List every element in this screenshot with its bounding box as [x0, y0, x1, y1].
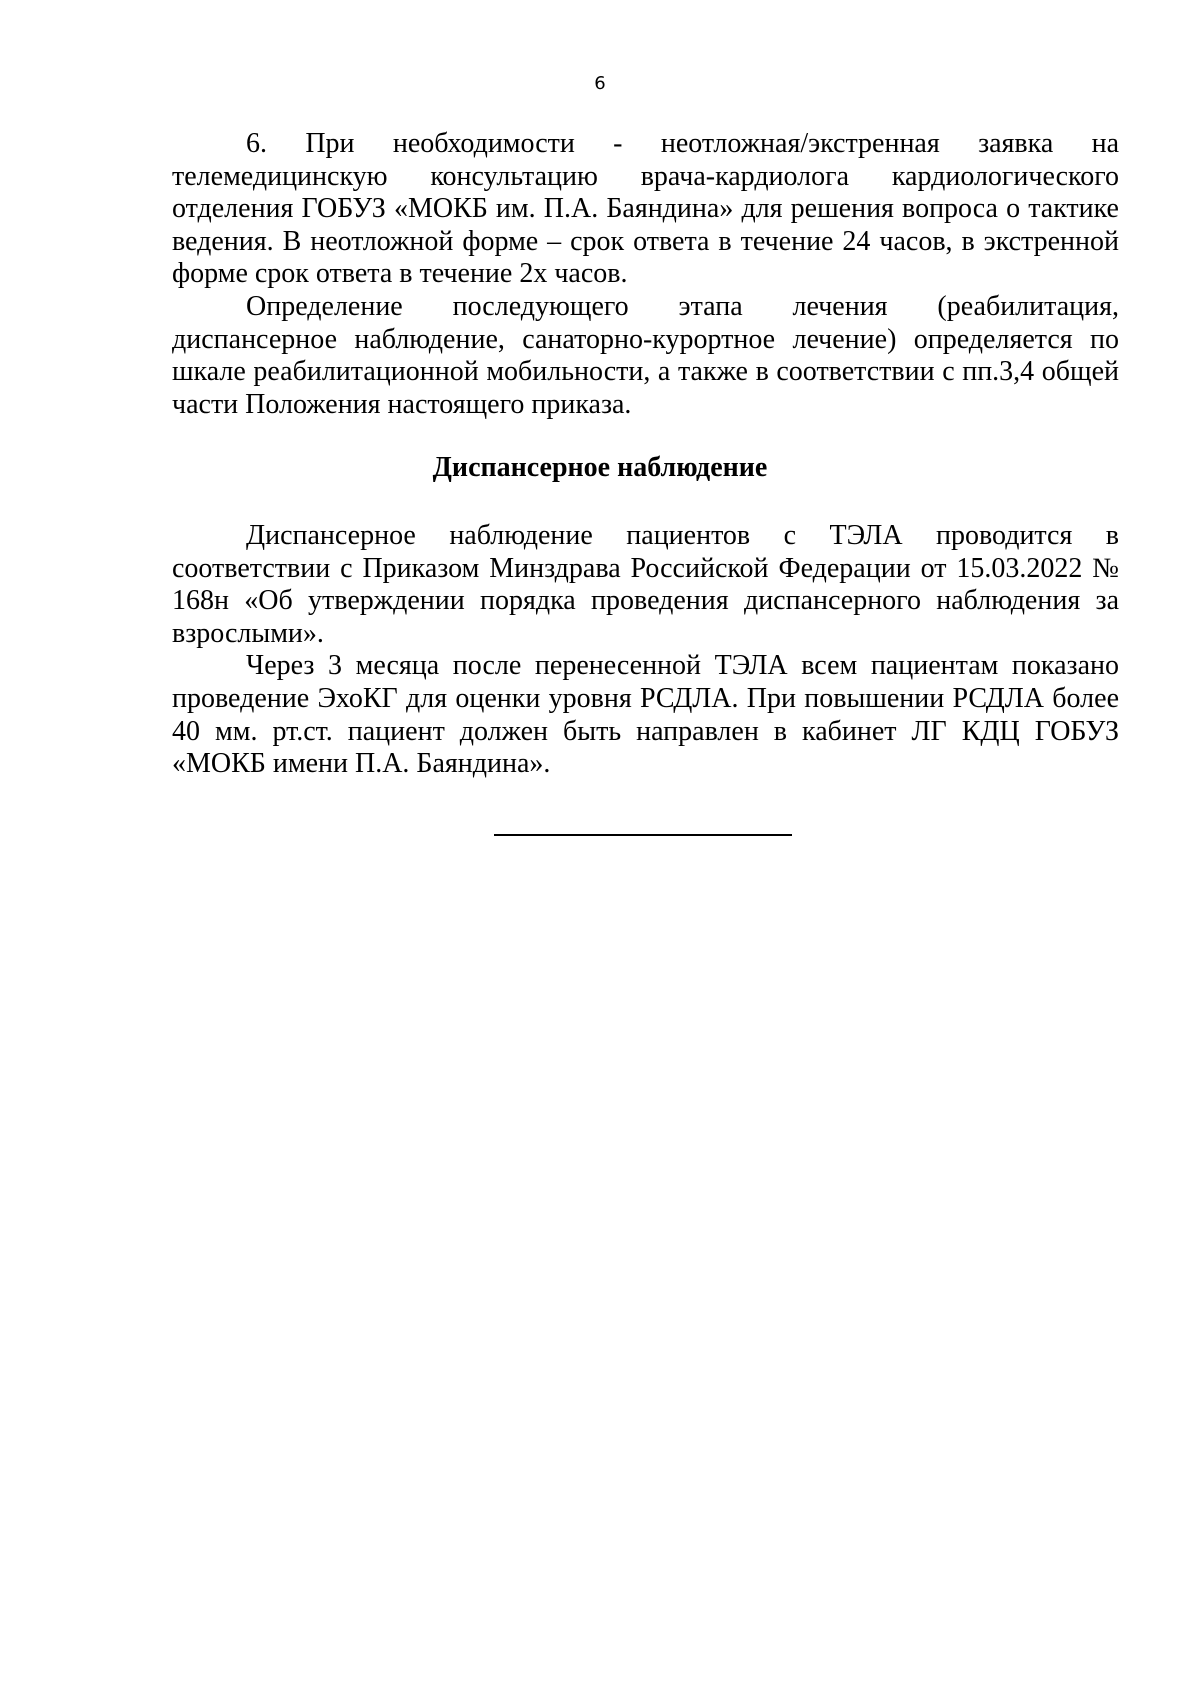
paragraph-telemedicine-request: 6. При необходимости - неотложная/экстренная заявка на телемедицинскую консультацию врача-кардиолога кардиологического отделения ГОБУЗ «МОКБ им. П.А. Баяндина» для решения вопроса о тактике ведения. В неотложной форме – срок ответа в течение 24 часов, в экстренной форме срок ответа в течение 2х часов.	[172, 128, 1119, 290]
end-of-document-rule	[494, 834, 792, 836]
top-section	[172, 128, 1119, 421]
paragraph-next-treatment-stage: Определение последующего этапа лечения (реабилитация, диспансерное наблюдение, санаторно-курортное лечение) определяется по шкале реабилитационной мобильности, а также в соответствии с пп.3,4 общей части Положения настоящего приказа.	[172, 290, 1119, 420]
paragraph-dispensary-order: Диспансерное наблюдение пациентов с ТЭЛА проводится в соответствии с Приказом Минздрава Российской Федерации от 15.03.2022 № 168н «Об утверждении порядка проведения диспансерного наблюдения за взрослыми».	[172, 520, 1119, 649]
page-number: 6	[594, 73, 606, 94]
dispensary-section	[172, 520, 1119, 781]
section-heading-dispensary: Диспансерное наблюдение	[432, 452, 768, 483]
paragraph-echocg-followup: Через 3 месяца после перенесенной ТЭЛА всем пациентам показано проведение ЭхоКГ для оценки уровня РСДЛА. При повышении РСДЛА более 40 мм. рт.ст. пациент должен быть направлен в кабинет ЛГ КДЦ ГОБУЗ «МОКБ имени П.А. Баяндина».	[172, 650, 1119, 780]
